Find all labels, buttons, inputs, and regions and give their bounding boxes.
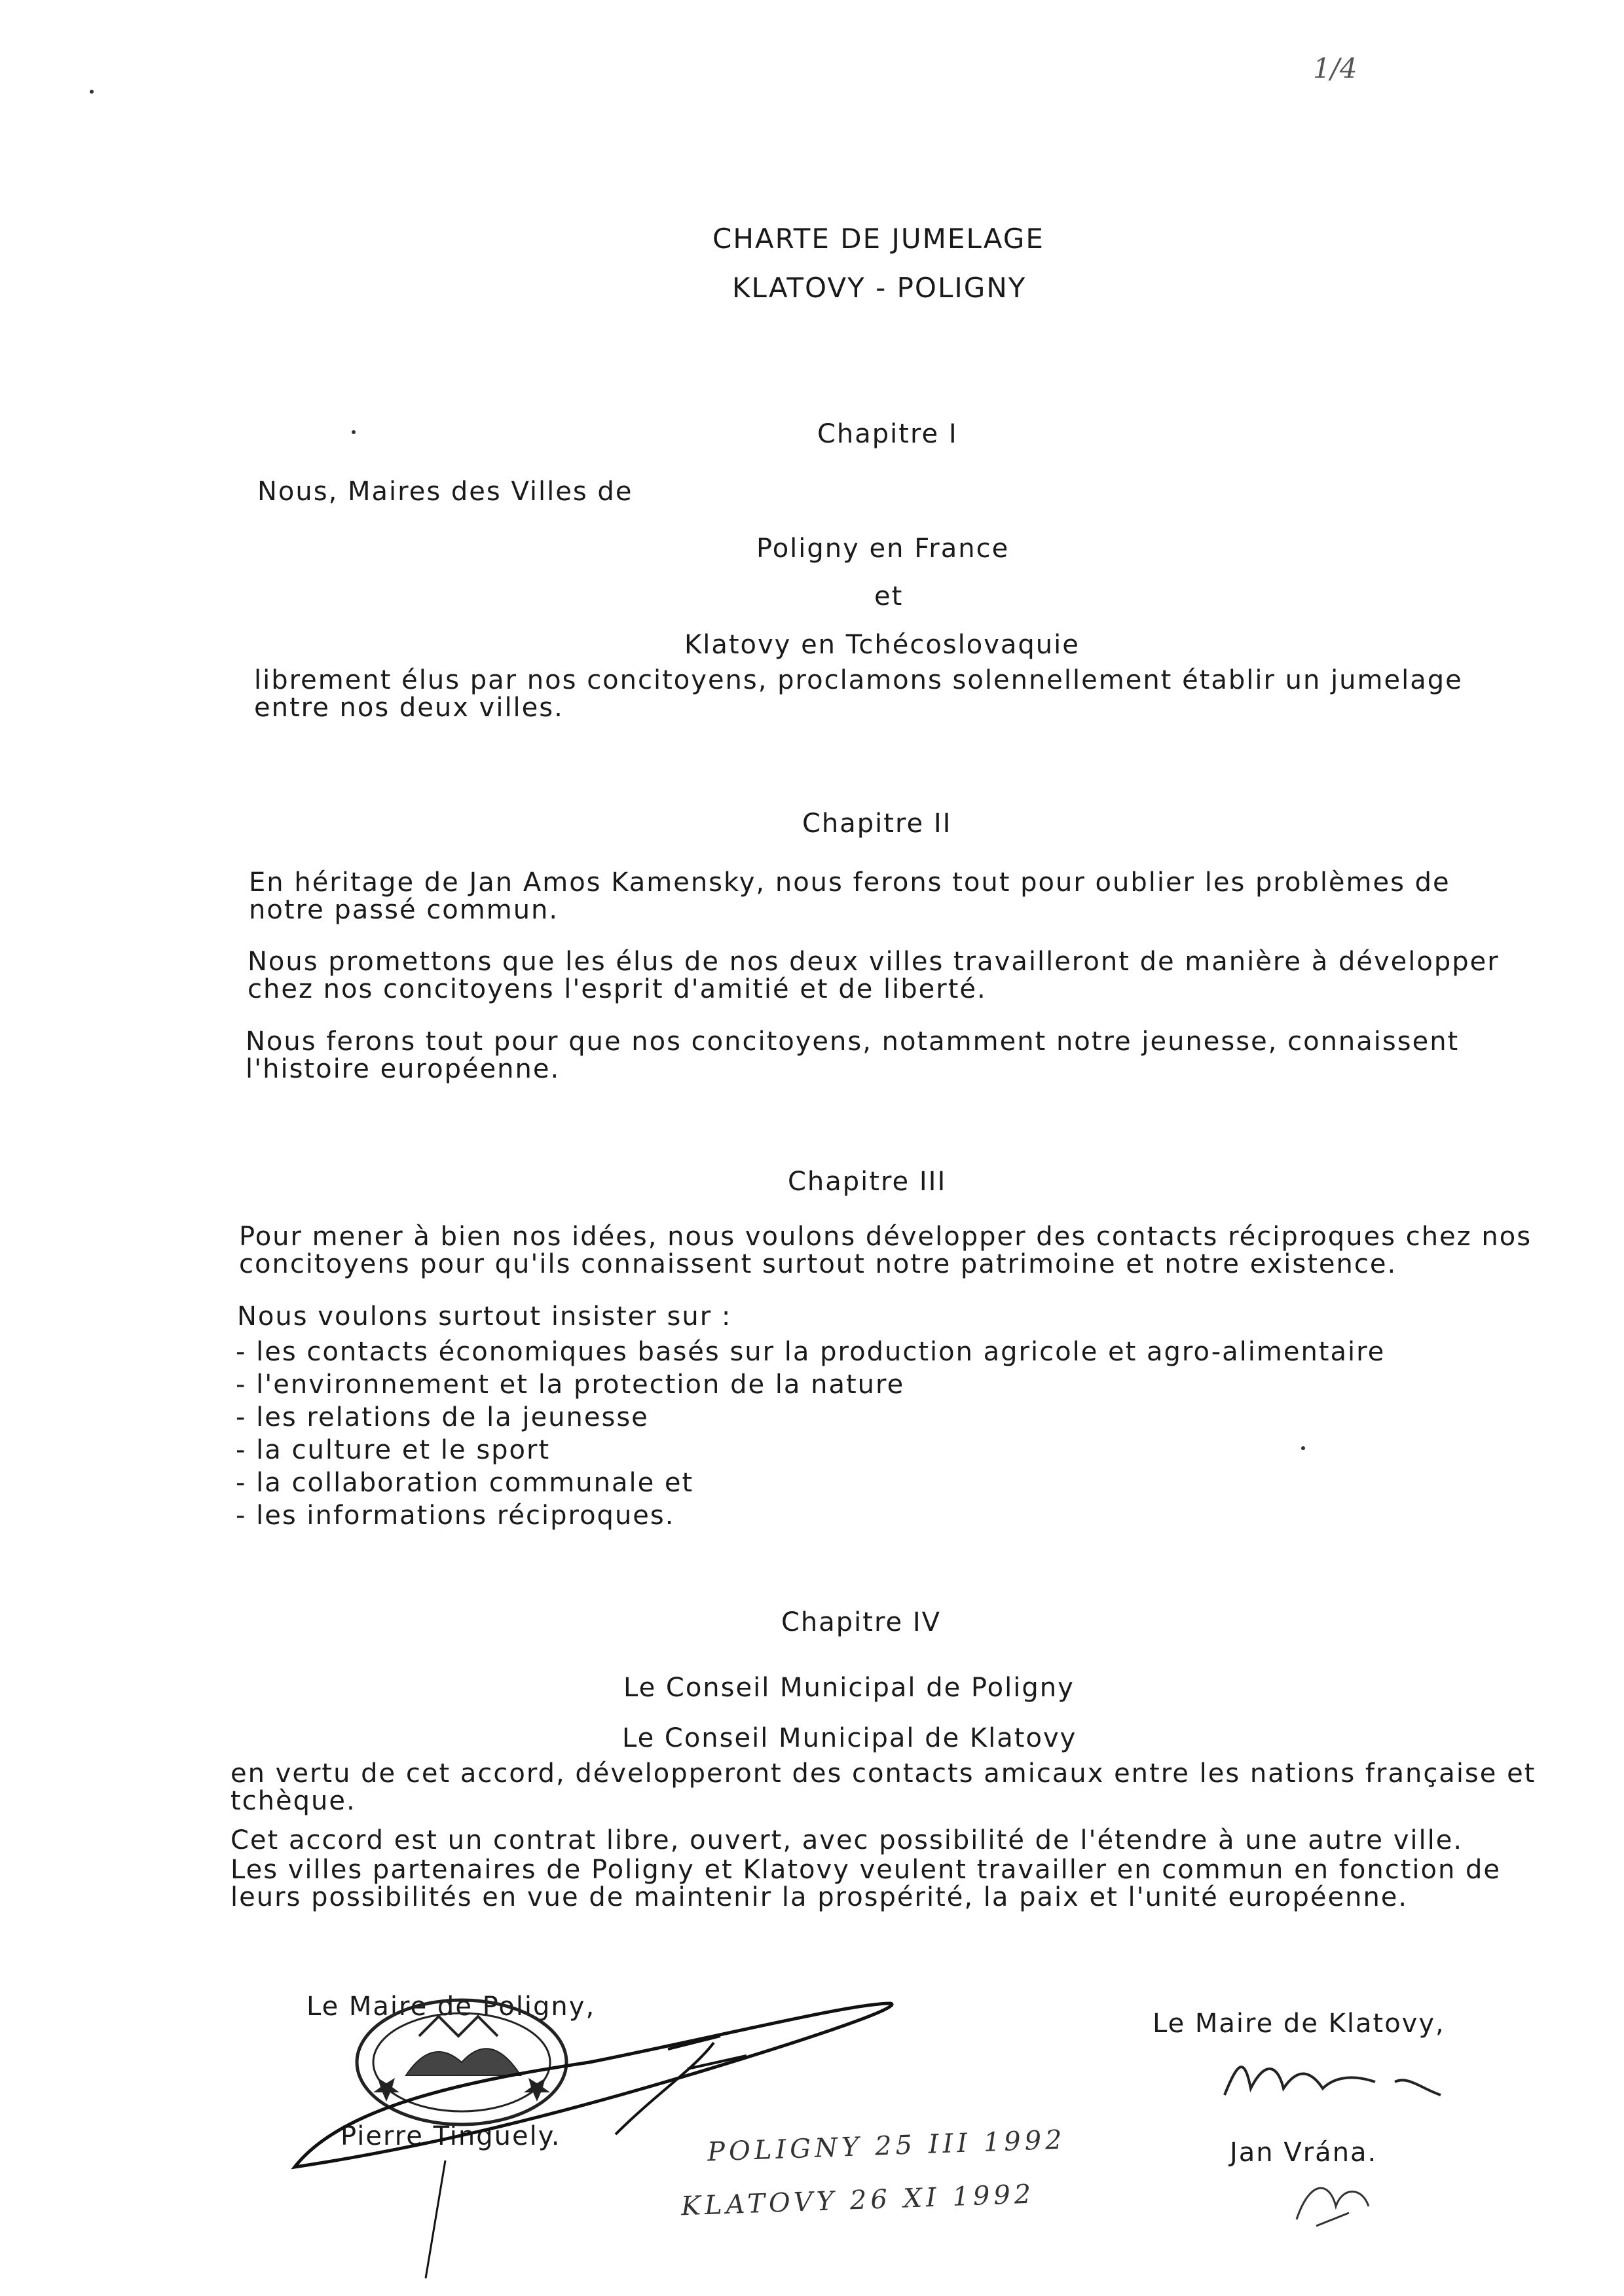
chapter-3-heading: Chapitre III bbox=[788, 1167, 947, 1197]
signature-left-title: Le Maire de Poligny, bbox=[306, 1992, 596, 2022]
chapter-1-conjunction: et bbox=[874, 581, 904, 611]
chapter-2-paragraph-2: Nous promettons que les élus de nos deux villes travailleront de manière à développer chez nos concitoyens l'esprit d'amitié et de liberté. bbox=[248, 947, 1500, 1004]
chapter-1-text: librement élus par nos concitoyens, proclamons solennellement établir un jumelage entre nos deux villes. bbox=[254, 665, 1463, 723]
signature-tinguely-stroke bbox=[616, 2036, 747, 2134]
speck bbox=[90, 90, 94, 94]
signature-right-title: Le Maire de Klatovy, bbox=[1153, 2009, 1445, 2039]
chapter-1-intro: Nous, Maires des Villes de bbox=[257, 477, 633, 507]
list-item: - les informations réciproques. bbox=[236, 1501, 675, 1531]
list-item: - la culture et le sport bbox=[236, 1435, 551, 1465]
chapter-1-city-klatovy: Klatovy en Tchécoslovaquie bbox=[684, 630, 1080, 660]
signature-left-name: Pierre Tinguely. bbox=[341, 2121, 561, 2151]
document-subtitle: KLATOVY - POLIGNY bbox=[732, 272, 1027, 304]
chapter-4-heading: Chapitre IV bbox=[781, 1607, 942, 1637]
list-item: - les relations de la jeunesse bbox=[236, 1402, 649, 1432]
list-item: - l'environnement et la protection de la nature bbox=[236, 1370, 905, 1400]
chapter-3-paragraph-1: Pour mener à bien nos idées, nous voulons développer des contacts réciproques chez nos concitoyens pour qu'ils connaissent surtout notre patrimoine et notre existence. bbox=[239, 1222, 1532, 1279]
list-item: - les contacts économiques basés sur la production agricole et agro-alimentaire bbox=[236, 1337, 1386, 1367]
chapter-4-council-klatovy: Le Conseil Municipal de Klatovy bbox=[622, 1723, 1077, 1753]
list-item: - la collaboration communale et bbox=[236, 1468, 694, 1498]
signature-tinguely-tail bbox=[426, 2160, 445, 2278]
chapter-2-heading: Chapitre II bbox=[802, 809, 952, 839]
speck bbox=[1301, 1446, 1305, 1450]
page-number: 1/4 bbox=[1313, 52, 1357, 84]
chapter-4-paragraph-2: Cet accord est un contrat libre, ouvert, avec possibilité de l'étendre à une autre ville. bbox=[231, 1825, 1464, 1855]
signature-vrana-initials bbox=[1297, 2188, 1369, 2226]
chapter-1-heading: Chapitre I bbox=[817, 419, 958, 449]
chapter-4-paragraph-3: Les villes partenaires de Poligny et Klatovy veulent travailler en commun en fonction de leurs possibilités en vue de maintenir la prospérité, la paix et l'unité européenne. bbox=[231, 1855, 1502, 1912]
chapter-2-paragraph-3: Nous ferons tout pour que nos concitoyens, notamment notre jeunesse, connaissent l'histoire européenne. bbox=[246, 1027, 1460, 1084]
chapter-4-paragraph-1: en vertu de cet accord, développeront des contacts amicaux entre les nations française et tchèque. bbox=[231, 1758, 1536, 1816]
document-title: CHARTE DE JUMELAGE bbox=[712, 223, 1044, 255]
chapter-1-city-poligny: Poligny en France bbox=[756, 534, 1010, 564]
handwritten-date-klatovy: KLATOVY 26 XI 1992 bbox=[680, 2179, 1035, 2222]
speck bbox=[352, 430, 356, 434]
signature-right-name: Jan Vrána. bbox=[1230, 2138, 1378, 2168]
signature-vrana bbox=[1225, 2067, 1441, 2095]
chapter-4-council-poligny: Le Conseil Municipal de Poligny bbox=[623, 1673, 1075, 1703]
chapter-3-list-intro: Nous voulons surtout insister sur : bbox=[237, 1302, 732, 1332]
chapter-2-paragraph-1: En héritage de Jan Amos Kamensky, nous ferons tout pour oublier les problèmes de notre passé commun. bbox=[249, 867, 1450, 925]
handwritten-date-poligny: POLIGNY 25 III 1992 bbox=[707, 2124, 1067, 2168]
